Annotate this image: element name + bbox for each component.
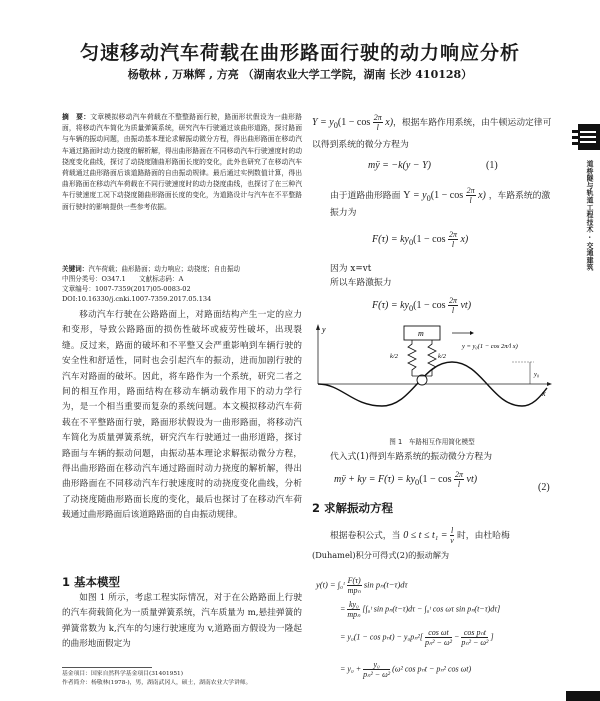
footnotes: [62, 670, 302, 688]
x-axis-arrow-icon: [547, 382, 552, 386]
equation-2: mÿ + ky = $F(\tau) = ky_0(1 - \cos$ $\frac{2\pi}{l}$ vt): [334, 470, 478, 489]
footnote-divider: [62, 667, 152, 668]
solution-line-3: = y₀(1 − cos pₙt) − y₀pₙ²[ $\frac{\text{cos ωt}}{\text{pₙ² − ω²}}$ − $\frac{\text{cos pₙt}}{\text{pₙ² − ω²}}$ ]: [340, 628, 494, 647]
solution-line-2: = $\frac{\text{ky₀}}{\text{mpₙ}}$ [∫₀ᵗ sin pₙ(t−τ)dτ − ∫₀ᵗ cos ωτ sin pₙ(t−τ)dτ]: [340, 600, 501, 619]
spring-label-left: k/2: [390, 353, 398, 360]
fraction: $\frac{2\pi}{l}$: [373, 113, 382, 133]
solution-text: 根据卷积公式，当 0 ≤ t ≤ t₁ = $\frac{l}{v}$ 时，由杜哈梅: [330, 526, 510, 545]
duhamel-text: (Duhamel)积分可得式(2)的振动解为: [312, 550, 450, 560]
road-equation-block: [312, 110, 552, 152]
doi: DOI:10.16330/j.cnki.1007-7359.2017.05.134: [62, 295, 212, 303]
spring-label-right: k/2: [438, 353, 446, 360]
solution-line-4: = y₀ + $\frac{\text{y₀}}{\text{pₙ² − ω²}}$ (ω² cos pₙt − pₙ² cos ωt): [340, 660, 472, 679]
vehicle-road-model-figure: [312, 324, 552, 434]
fund-note: 基金项目：国家自然科学基金项目(31401951): [62, 671, 183, 677]
keywords-label: 关键词：: [62, 265, 89, 273]
force-time-equation: $F(\tau) = ky_0(1 - \cos$ $\frac{2\pi}{l}$ vt): [372, 296, 472, 315]
abstract-label: 摘 要：: [62, 113, 91, 121]
equation-1: mÿ = −k(y − Y) (1): [368, 160, 498, 171]
x-axis-label: x: [542, 389, 546, 398]
wheel: [417, 375, 427, 385]
keywords: 汽车荷载；曲形路面；动力响应；动挠度；自由振动: [88, 265, 241, 273]
section-1-heading: 1 基本模型: [62, 575, 121, 589]
y-axis-label: y: [322, 325, 326, 334]
section-2-heading: 2 求解振动方程: [312, 501, 394, 515]
road-shape-equation: $Y = y_0(1 - \cos$ $\frac{2\pi}{l}$ x): [312, 113, 394, 133]
article-meta: [62, 264, 302, 304]
road-shape-text: ，根据车路作用系统，由牛顿运动定律可以得到系统的微分方程为: [312, 118, 552, 151]
abstract: [62, 112, 302, 213]
section-tab-label: 道桥隧与轨道工程技术 · 交通建筑: [585, 160, 593, 272]
excitation-text: 由于道路曲形路面 $Y = y_0(1 - \cos$ $\frac{2\pi}{l}$ x) ，车路系统的激振力为: [330, 186, 551, 218]
equation-1-number: (1): [486, 160, 498, 171]
substitution-text: 代入式(1)得到车路系统的振动微分方程为: [330, 452, 493, 462]
section-1-text: 如图 1 所示，考虑工程实际情况，对于在公路路面上行驶的汽车荷载简化为一质量弹簧系统，汽车质量为 m,悬挂弹簧的弹簧常数为 k,汽车的匀速行驶速度为 v,道路面方假设为一隆起的曲形地面假定为: [62, 593, 302, 650]
paper-title: 匀速移动汽车荷载在曲形路面行驶的动力响应分析: [79, 42, 520, 64]
right-spring: [428, 340, 436, 376]
paper-authors: 杨敬林 , 万琳辉 , 方亮 （湖南农业大学工学院，湖南 长沙 410128）: [127, 68, 473, 81]
left-spring: [408, 340, 416, 376]
because-text: 因为 x=vt: [330, 264, 372, 274]
y0-label: y₀: [534, 371, 540, 378]
abstract-text: 文章模拟移动汽车荷载在不整整路面行驶，路面形状假设为一曲形路面，将移动汽车简化为质量弹簧系统，研究汽车行驶通过该曲形道路，探讨路面与车辆的振动问题，由振动基本理论求解振动微分方程，得出曲形路面在移动汽车通过路面时动力挠度的解析解，得出曲形路面在不同移动汽车行驶速度时的动挠度变化曲线，探讨了动挠度随曲形路面长度的变化，此外也研究了在移动汽车荷载通过曲形路面后该道路路面的自由振动规律。最后通过实例数值计算，得出曲形路面在移动汽车荷载在不同行驶速度时的动力挠度曲线，也探讨了在三种汽车行驶速度工况下动挠度随曲形路面长度的变化，为道路设计与汽车在不平整路面行驶时的影响提供一些参考依据。: [62, 113, 303, 211]
equation-2-number: (2): [538, 482, 550, 493]
page-number-tab: [566, 691, 600, 701]
force-equation: $F(\tau) = ky_0(1 - \cos$ $\frac{2\pi}{l}$ x): [372, 230, 469, 249]
author-note: 作者简介：杨敬林(1978-)，男，湖南武冈人，硕士，湖南农业大学讲师。: [62, 680, 252, 686]
figure-1-caption: 图 1 车路相互作用简化模型: [389, 438, 475, 446]
so-text: 所以车路激振力: [330, 278, 392, 288]
velocity-arrow-icon: [470, 331, 474, 335]
article-number: 文章编号：1007-7359(2017)05-0083-02: [62, 285, 191, 293]
introduction: 移动汽车行驶在公路路面上，对路面结构产生一定的应力和变形，导致公路路面的损伤性破坏或疲劳性破坏，出现裂缝。反过来，路面的破坏和不平整又会严重影响到车辆行驶的安全性和舒适性，同时也会引起汽车的振动，进而加剧行驶的汽车对路面的破坏。因此，将车路作为一个系统，研究二者之间的相互作用，路面结构在移动车辆动载作用下的动力学行为，是一个相当重要而复杂的系统问题。本文模拟移动汽车荷载在不平整路面行驶，路面形状假设为一曲形路面，将移动汽车简化为质量弹簧系统，研究汽车行驶通过一曲形道路，探讨路面与车辆的振动问题，由振动基本理论求解振动微分方程，得出曲形路面在移动汽车通过路面时动力挠度的解析解，得出曲形路面在不同移动汽车行驶速度时的动挠度变化曲线，分析了动挠度随曲形路面长度的变化，最后也探讨了在移动汽车荷载通过曲形路面后该道路路面的自由振动规律。: [62, 310, 302, 521]
y-axis-arrow-icon: [316, 324, 320, 330]
clc-number: 中图分类号：O347.1 文献标志码：A: [62, 275, 184, 283]
solution-line-1: y(t) = ∫₀ᵗ $\frac{F(\tau)}{\text{mpₙ}}$ sin pₙ(t−τ)dτ: [316, 576, 408, 595]
curve-equation-label: y = y₀(1 − cos 2π/l x): [462, 343, 518, 350]
mass-label: m: [418, 329, 424, 338]
